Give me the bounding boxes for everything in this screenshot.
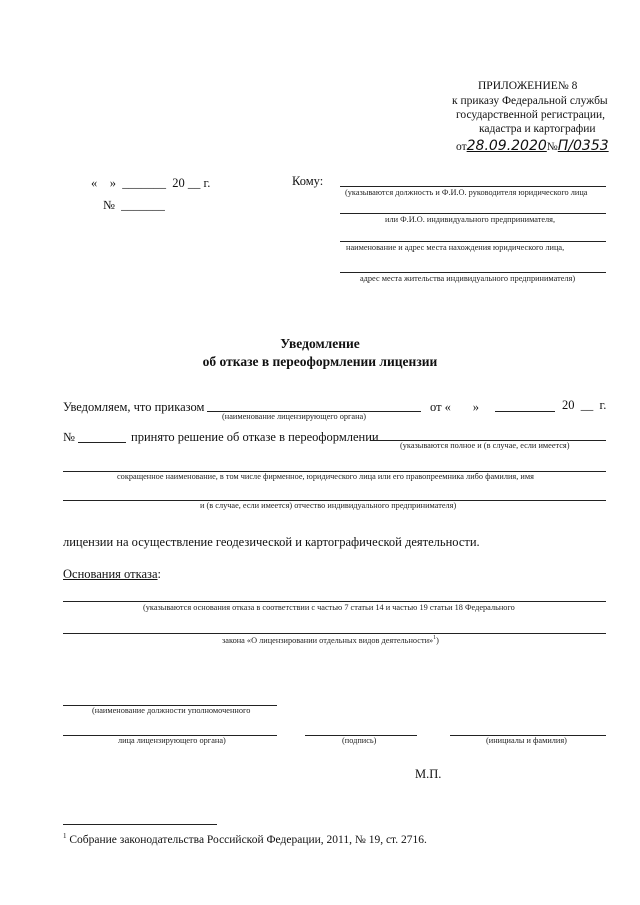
order-number-label: № bbox=[63, 430, 75, 444]
footnote bbox=[63, 832, 427, 846]
licensee-caption-1: (указываются полное и (в случае, если имеется) bbox=[400, 441, 570, 450]
document-date-template: « » _______ 20 __ г. bbox=[91, 176, 211, 190]
footnote-separator bbox=[63, 824, 217, 825]
appendix-date-handwritten: 28.09.2020 bbox=[466, 138, 547, 154]
appendix-number-handwritten: П/0353 bbox=[557, 138, 609, 154]
footnote-text: Собрание законодательства Российской Федерации, 2011, № 19, ст. 2716. bbox=[69, 833, 427, 846]
appendix-line-3: государственной регистрации, bbox=[456, 109, 606, 121]
document-title: Уведомление bbox=[280, 336, 360, 351]
licensee-caption-2: сокращенное наименование, в том числе фирменное, юридического лица или его правопреемника либо фамилия, имя bbox=[117, 472, 534, 481]
license-activity-text: лицензии на осуществление геодезической и картографической деятельности. bbox=[63, 535, 480, 549]
appendix-date-prefix: от bbox=[456, 141, 467, 153]
recipient-line-3 bbox=[340, 241, 606, 242]
notify-text: Уведомляем, что приказом bbox=[63, 400, 205, 414]
stamp-place: М.П. bbox=[415, 767, 442, 781]
order-year: 20 __ г. bbox=[562, 398, 607, 412]
footnote-marker: 1 bbox=[63, 832, 67, 840]
order-month-line bbox=[495, 411, 555, 412]
document-subtitle: об отказе в переоформлении лицензии bbox=[202, 354, 438, 369]
grounds-caption-2: закона «О лицензировании отдельных видов деятельности»$^1$) bbox=[222, 635, 439, 645]
appendix-line-2: к приказу Федеральной службы bbox=[452, 95, 608, 107]
appendix-line-1: ПРИЛОЖЕНИЕ№ 8 bbox=[478, 80, 578, 92]
recipient-caption-3: наименование и адрес места нахождения юридического лица, bbox=[346, 243, 565, 252]
signature-caption: (подпись) bbox=[342, 736, 377, 745]
licensee-caption-3: и (в случае, если имеется) отчество индивидуального предпринимателя) bbox=[200, 501, 457, 510]
grounds-colon: : bbox=[157, 567, 162, 581]
appendix-number-prefix: № bbox=[546, 141, 558, 153]
recipient-caption-4: адрес места жительства индивидуального предпринимателя) bbox=[360, 274, 576, 283]
grounds-caption-1: (указываются основания отказа в соответствии с частью 7 статьи 14 и частью 19 статьи 18 Федерального bbox=[143, 603, 515, 612]
recipient-caption-2: или Ф.И.О. индивидуального предпринимателя, bbox=[385, 215, 556, 224]
recipient-caption-1: (указываются должность и Ф.И.О. руководителя юридического лица bbox=[345, 188, 588, 197]
decision-text: принято решение об отказе в переоформлении bbox=[131, 430, 379, 444]
recipient-label: Кому: bbox=[292, 174, 324, 188]
grounds-footnote-marker: 1 bbox=[433, 635, 437, 641]
name-caption: (инициалы и фамилия) bbox=[486, 736, 567, 745]
grounds-heading bbox=[63, 567, 161, 582]
recipient-line-1 bbox=[340, 186, 606, 187]
order-number-line bbox=[78, 442, 126, 443]
position-caption-1: (наименование должности уполномоченного bbox=[92, 706, 251, 715]
recipient-line-2 bbox=[340, 213, 606, 214]
document-number-template: № _______ bbox=[103, 198, 165, 212]
appendix-line-4: кадастра и картографии bbox=[479, 123, 596, 135]
grounds-line-2 bbox=[63, 633, 606, 634]
position-caption-2: лица лицензирующего органа) bbox=[118, 736, 226, 745]
authority-caption: (наименование лицензирующего органа) bbox=[222, 412, 366, 421]
recipient-line-4 bbox=[340, 272, 606, 273]
appendix-date-row bbox=[456, 138, 609, 154]
grounds-line-1 bbox=[63, 601, 606, 602]
grounds-label: Основания отказа bbox=[63, 567, 158, 581]
order-date-from: от « » bbox=[430, 400, 480, 414]
